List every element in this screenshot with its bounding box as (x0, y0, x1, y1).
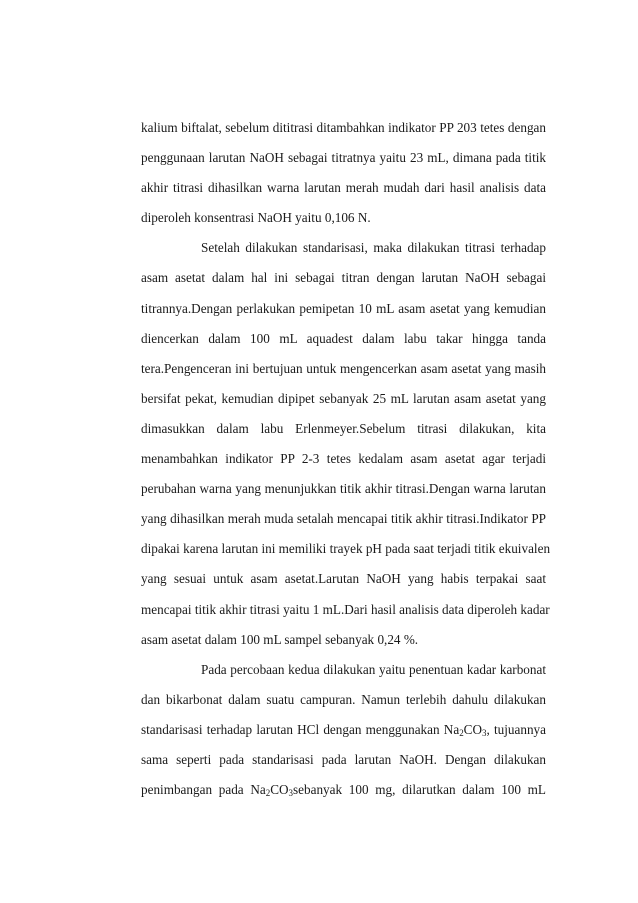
text-line: penggunaan larutan NaOH sebagai titratnya yaitu 23 mL, dimana pada titik (141, 150, 546, 166)
text-line: mencapai titik akhir titrasi yaitu 1 mL.Dari hasil analisis data diperoleh kadar (141, 601, 550, 617)
text-line: yang sesuai untuk asam asetat.Larutan NaOH yang habis terpakai saat (141, 571, 546, 587)
text-line: perubahan warna yang menunjukkan titik akhir titrasi.Dengan warna larutan (141, 481, 546, 497)
text-line: kalium biftalat, sebelum dititrasi ditambahkan indikator PP 203 tetes dengan (141, 120, 546, 135)
text-line: titrannya.Dengan perlakukan pemipetan 10 mL asam asetat yang kemudian (141, 300, 546, 316)
body-text (141, 118, 551, 810)
text-line: dan bikarbonat dalam suatu campuran. Namun terlebih dahulu dilakukan (141, 691, 546, 707)
text-line: Pada percobaan kedua dilakukan yaitu penentuan kadar karbonat (201, 661, 546, 677)
text-line: asam asetat dalam 100 mL sampel sebanyak 0,24 %. (141, 631, 419, 647)
text-line: dimasukkan dalam labu Erlenmeyer.Sebelum titrasi dilakukan, kita (141, 420, 546, 436)
text-line: diperoleh konsentrasi NaOH yaitu 0,106 N. (141, 210, 371, 226)
text-line: standarisasi terhadap larutan HCl dengan menggunakan $Na_2CO_3$, tujuannya (141, 721, 546, 739)
text-line: asam asetat dalam hal ini sebagai titran dengan larutan NaOH sebagai (141, 270, 546, 286)
text-line: diencerkan dalam 100 mL aquadest dalam labu takar hingga tanda (141, 330, 546, 346)
text-line: akhir titrasi dihasilkan warna larutan merah mudah dari hasil analisis data (141, 180, 546, 196)
text-line: penimbangan pada $Na_2CO_3sebanyak$ 100 mg, dilarutkan dalam 100 mL (141, 782, 546, 799)
text-line: bersifat pekat, kemudian dipipet sebanyak 25 mL larutan asam asetat yang (141, 390, 546, 406)
text-line: dipakai karena larutan ini memiliki trayek pH pada saat terjadi titik ekuivalen (141, 541, 551, 557)
text-line: menambahkan indikator PP 2-3 tetes kedalam asam asetat agar terjadi (141, 451, 546, 467)
text-line: Setelah dilakukan standarisasi, maka dilakukan titrasi terhadap (201, 240, 546, 256)
text-line: sama seperti pada standarisasi pada larutan NaOH. Dengan dilakukan (141, 751, 546, 767)
text-line: yang dihasilkan merah muda setalah mencapai titik akhir titrasi.Indikator PP (141, 511, 546, 527)
text-line: tera.Pengenceran ini bertujuan untuk mengencerkan asam asetat yang masih (141, 360, 546, 376)
